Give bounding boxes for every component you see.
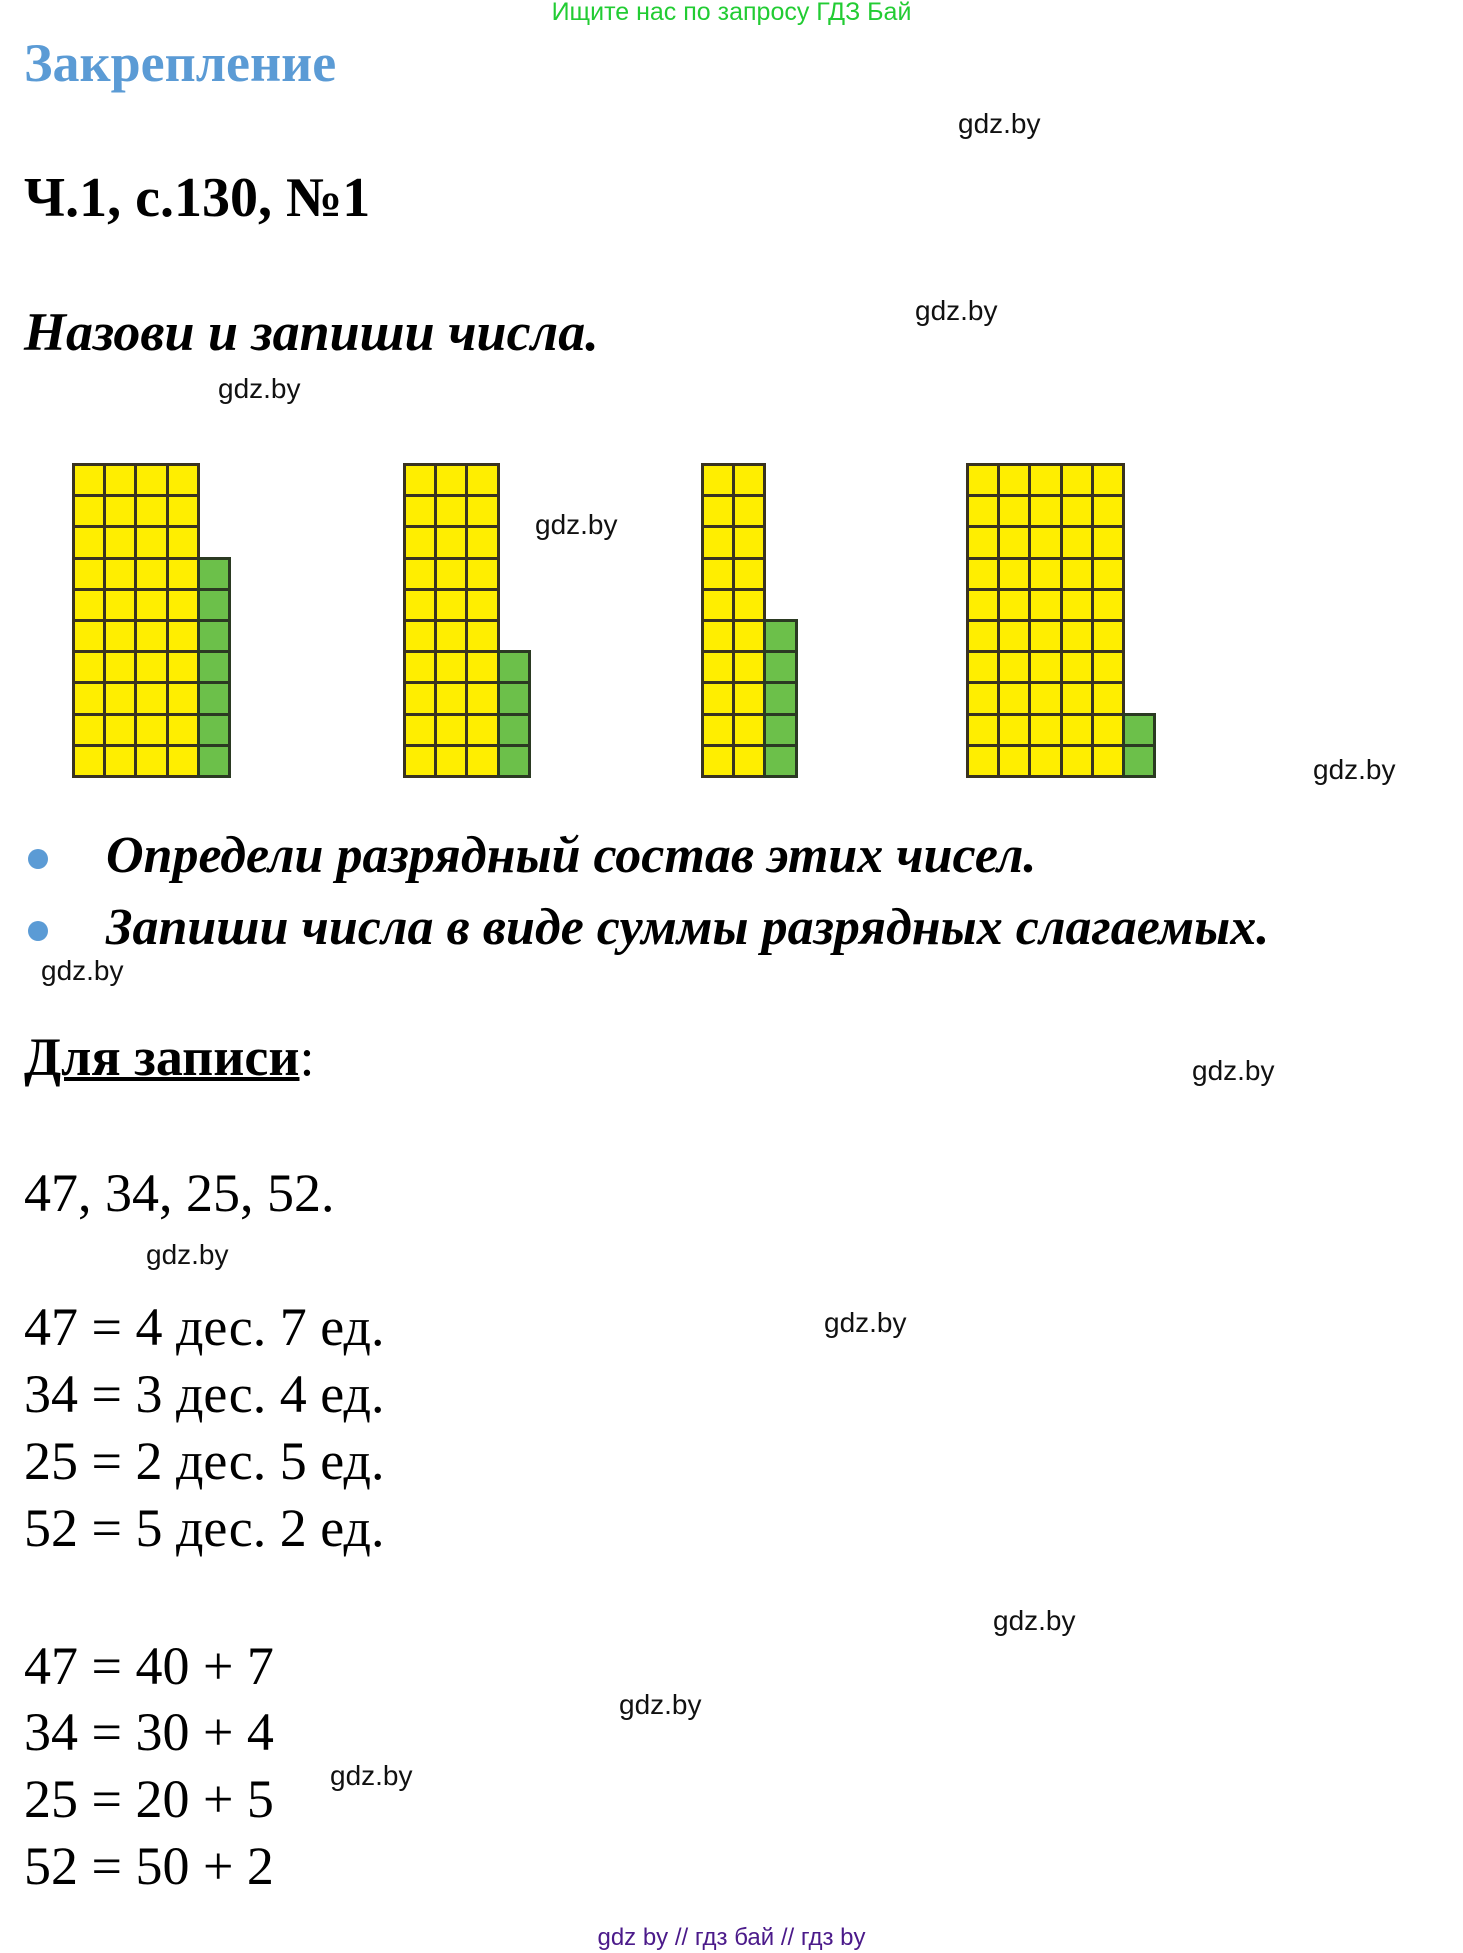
tens-cell [997,588,1031,622]
watermark: gdz.by [1313,754,1396,785]
tens-cell [403,588,437,622]
tens-cell [1060,650,1094,684]
tens-cell [966,588,1000,622]
unit-cell [763,713,797,747]
bullet-text: Запиши числа в виде суммы разрядных слагаемых. [106,899,1270,956]
tens-cell [997,681,1031,715]
tens-cell [434,525,468,559]
tens-cell [732,744,766,778]
tens-cell [403,713,437,747]
tens-cell [403,619,437,653]
tens-cell [1028,744,1062,778]
tens-cell [134,681,168,715]
tens-cell [166,650,200,684]
for-record-text: Для записи [24,1027,300,1087]
footer-links: gdz by // гдз бай // гдз by [597,1924,866,1951]
tens-cell [465,463,499,497]
tens-cell [166,557,200,591]
tens-cell [166,463,200,497]
tens-cell [72,588,106,622]
tens-cell [1060,463,1094,497]
bullet-dot-icon [28,849,48,869]
unit-cell [197,744,231,778]
watermark: gdz.by [915,295,998,326]
watermark: gdz.by [146,1239,229,1270]
unit-cell [1122,713,1156,747]
tens-cell [732,588,766,622]
tens-cell [72,463,106,497]
tens-cell [465,619,499,653]
unit-cell [763,744,797,778]
tens-cell [1060,557,1094,591]
tens-cell [1060,494,1094,528]
tens-cell [166,525,200,559]
unit-cell [197,557,231,591]
tens-cell [134,557,168,591]
tens-cell [966,744,1000,778]
tens-cell [997,744,1031,778]
composition-line: 47 = 4 дес. 7 ед. [24,1297,385,1357]
tens-cell [966,557,1000,591]
tens-cell [1091,525,1125,559]
task-reference: Ч.1, с.130, №1 [24,167,371,229]
tens-cell [103,525,137,559]
tens-cell [434,713,468,747]
tens-cell [1028,525,1062,559]
tens-cell [701,494,735,528]
tens-cell [434,744,468,778]
tens-cell [72,557,106,591]
unit-cell [763,650,797,684]
watermark: gdz.by [958,108,1041,139]
tens-cell [732,619,766,653]
tens-cell [434,681,468,715]
tens-cell [134,588,168,622]
unit-cell [197,681,231,715]
watermark: gdz.by [218,373,301,404]
watermark: gdz.by [619,1689,702,1720]
tens-cell [1091,588,1125,622]
tens-cell [72,744,106,778]
tens-cell [1091,557,1125,591]
tens-cell [103,650,137,684]
unit-cell [497,713,531,747]
tens-cell [134,525,168,559]
tens-cell [732,681,766,715]
tens-cell [701,463,735,497]
tens-cell [1060,525,1094,559]
tens-cell [465,744,499,778]
sum-line: 34 = 30 + 4 [24,1702,274,1762]
tens-cell [1091,744,1125,778]
tens-cell [732,713,766,747]
tens-cell [134,713,168,747]
tens-cell [434,650,468,684]
tens-cell [403,557,437,591]
tens-cell [103,588,137,622]
tens-cell [103,494,137,528]
unit-cell [197,713,231,747]
tens-cell [72,619,106,653]
tens-cell [997,557,1031,591]
tens-cell [72,681,106,715]
composition-line: 52 = 5 дес. 2 ед. [24,1498,385,1558]
tens-cell [465,588,499,622]
tens-cell [732,494,766,528]
tens-cell [1091,463,1125,497]
tens-cell [732,650,766,684]
tens-cell [701,557,735,591]
tens-cell [1091,650,1125,684]
watermark: gdz.by [824,1307,907,1338]
tens-cell [403,744,437,778]
tens-cell [997,525,1031,559]
numbers-line: 47, 34, 25, 52. [24,1163,335,1223]
tens-cell [465,557,499,591]
tens-cell [1060,619,1094,653]
tens-cell [434,588,468,622]
tens-cell [997,713,1031,747]
tens-cell [403,650,437,684]
sum-line: 52 = 50 + 2 [24,1836,274,1896]
tens-cell [403,525,437,559]
tens-cell [103,713,137,747]
tens-cell [403,681,437,715]
tens-cell [966,619,1000,653]
unit-cell [197,650,231,684]
tens-cell [997,494,1031,528]
section-title: Закрепление [24,33,337,93]
tens-cell [72,494,106,528]
tens-cell [465,681,499,715]
bullet-text: Определи разрядный состав этих чисел. [106,827,1037,884]
tens-cell [103,463,137,497]
tens-cell [465,494,499,528]
bullet-item [28,827,1037,884]
tens-cell [1028,650,1062,684]
tens-cell [966,463,1000,497]
bullet-dot-icon [28,921,48,941]
sum-line: 25 = 20 + 5 [24,1769,274,1829]
tens-cell [166,744,200,778]
sum-line: 47 = 40 + 7 [24,1636,274,1696]
bullet-item [28,899,1270,956]
tens-cell [1028,681,1062,715]
tens-cell [701,619,735,653]
top-banner: Ищите нас по запросу ГДЗ Бай [551,0,912,26]
tens-cell [72,650,106,684]
unit-cell [497,744,531,778]
tens-cell [403,463,437,497]
unit-cell [197,619,231,653]
tens-cell [1060,744,1094,778]
watermark: gdz.by [1192,1055,1275,1086]
unit-cell [497,650,531,684]
tens-cell [1091,713,1125,747]
tens-cell [701,588,735,622]
watermark: gdz.by [535,509,618,540]
tens-cell [1060,713,1094,747]
tens-cell [72,525,106,559]
tens-cell [732,557,766,591]
tens-cell [732,525,766,559]
tens-cell [166,619,200,653]
tens-cell [966,681,1000,715]
tens-cell [966,650,1000,684]
tens-cell [966,494,1000,528]
tens-cell [701,681,735,715]
for-record-label [24,1027,315,1087]
tens-cell [732,463,766,497]
tens-cell [434,494,468,528]
tens-cell [1060,588,1094,622]
tens-cell [72,713,106,747]
tens-cell [134,463,168,497]
tens-cell [134,744,168,778]
tens-cell [1028,588,1062,622]
tens-cell [1091,681,1125,715]
composition-line: 25 = 2 дес. 5 ед. [24,1431,385,1491]
composition-line: 34 = 3 дес. 4 ед. [24,1364,385,1424]
tens-cell [701,713,735,747]
tens-cell [1060,681,1094,715]
watermark: gdz.by [330,1760,413,1791]
unit-cell [197,588,231,622]
tens-cell [465,525,499,559]
unit-cell [763,681,797,715]
tens-cell [997,463,1031,497]
instruction-heading: Назови и запиши числа. [24,302,599,362]
tens-cell [434,619,468,653]
tens-cell [134,619,168,653]
tens-cell [701,744,735,778]
tens-cell [434,557,468,591]
tens-cell [465,713,499,747]
tens-cell [966,525,1000,559]
unit-cell [1122,744,1156,778]
tens-cell [1028,463,1062,497]
tens-cell [1028,713,1062,747]
tens-cell [1028,557,1062,591]
tens-cell [166,588,200,622]
tens-cell [134,650,168,684]
tens-cell [103,744,137,778]
tens-cell [966,713,1000,747]
tens-cell [1028,494,1062,528]
tens-cell [434,463,468,497]
tens-cell [997,650,1031,684]
tens-cell [465,650,499,684]
tens-cell [1091,619,1125,653]
tens-cell [1028,619,1062,653]
tens-cell [103,557,137,591]
unit-cell [763,619,797,653]
watermark: gdz.by [41,955,124,986]
tens-cell [997,619,1031,653]
tens-cell [166,494,200,528]
unit-cell [497,681,531,715]
tens-cell [166,681,200,715]
watermark: gdz.by [993,1605,1076,1636]
tens-cell [1091,494,1125,528]
tens-cell [103,619,137,653]
tens-cell [701,650,735,684]
tens-cell [701,525,735,559]
tens-cell [166,713,200,747]
for-record-colon: : [299,1027,315,1087]
tens-cell [103,681,137,715]
tens-cell [403,494,437,528]
tens-cell [134,494,168,528]
